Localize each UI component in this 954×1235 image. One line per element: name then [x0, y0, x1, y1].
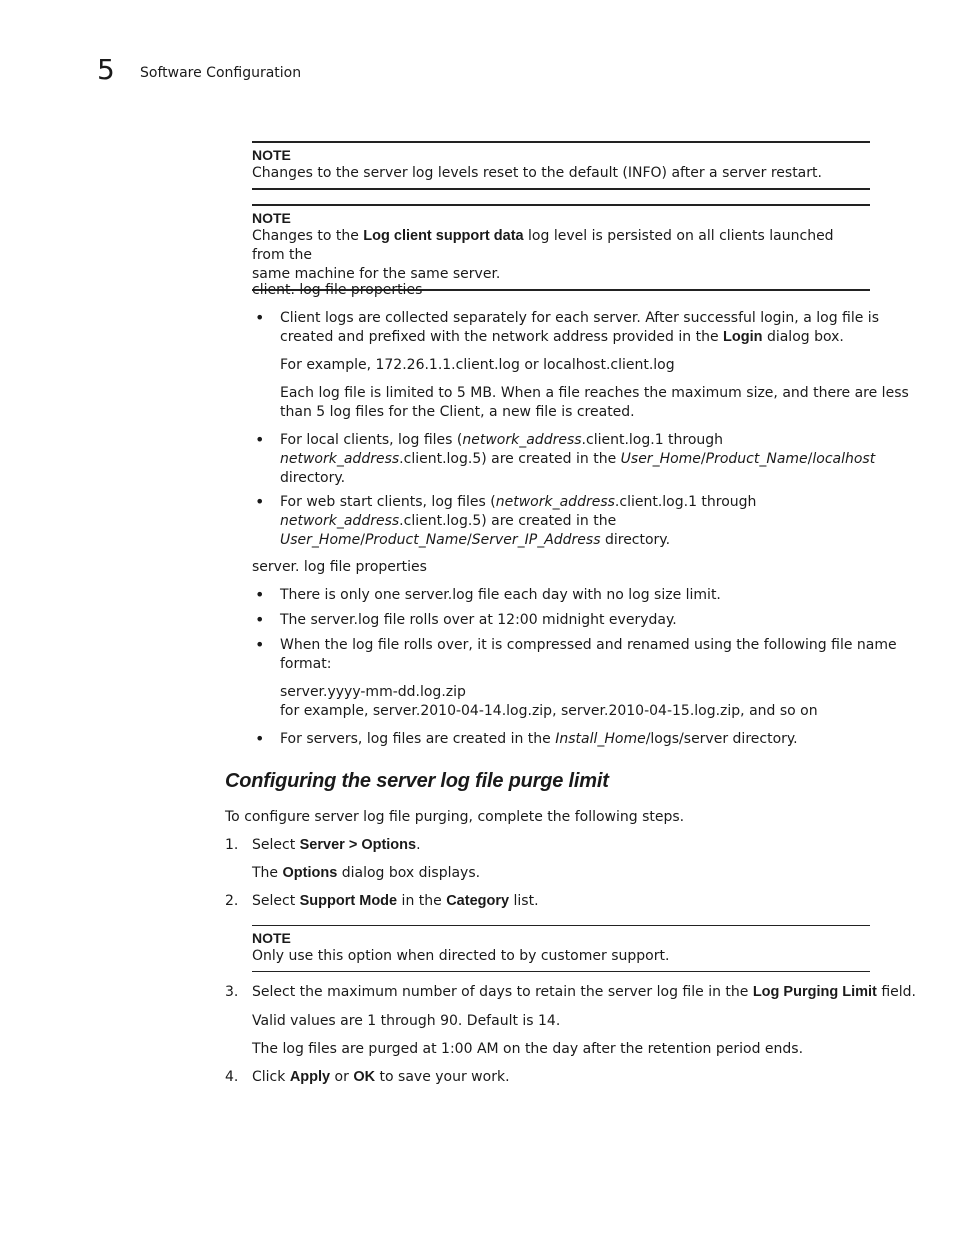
bullet-icon: •	[255, 585, 265, 604]
list-item: For local clients, log files (network_address.client.log.1 through network_address.client.log.5) are created in the User_Home/Product_Name/localhost directory.	[280, 432, 876, 486]
note-text: Only use this option when directed to by customer support.	[252, 948, 670, 964]
list-item: When the log file rolls over, it is compressed and renamed using the following file name format:	[280, 637, 897, 672]
note-client-support-data	[252, 204, 870, 291]
bullet-icon: •	[255, 492, 265, 511]
step-1: Select Server > Options.	[252, 837, 421, 853]
bullet-icon: •	[255, 729, 265, 748]
note-label: NOTE	[252, 210, 291, 226]
step-4: Click Apply or OK to save your work.	[252, 1069, 510, 1085]
note-label: NOTE	[252, 930, 291, 946]
chapter-number: 5	[97, 53, 115, 86]
step-number: 1.	[225, 837, 239, 853]
list-item: For web start clients, log files (network_address.client.log.1 through network_address.client.log.5) are created in the User_Home/Product_Name/Server_IP_Address directory.	[280, 494, 757, 548]
note-server-log-reset	[252, 141, 870, 190]
note-text: Changes to the server log levels reset to the default (INFO) after a server restart.	[252, 165, 822, 181]
step-3-purge-time: The log files are purged at 1:00 AM on the day after the retention period ends.	[252, 1041, 804, 1057]
note-text: Changes to the Log client support data log level is persisted on all clients launched from the same machine for the same server.	[252, 228, 834, 282]
note-customer-support	[252, 925, 870, 972]
step-3-valid-values: Valid values are 1 through 90. Default is 14.	[252, 1013, 561, 1029]
client-log-limit: Each log file is limited to 5 MB. When a file reaches the maximum size, and there are less than 5 log files for the Client, a new file is created.	[280, 385, 909, 420]
section-title: Configuring the server log file purge limit	[225, 770, 609, 792]
step-number: 4.	[225, 1069, 239, 1085]
step-number: 3.	[225, 984, 239, 1000]
note-label: NOTE	[252, 147, 291, 163]
step-3: Select the maximum number of days to retain the server log file in the Log Purging Limit field.	[252, 984, 916, 1000]
step-number: 2.	[225, 893, 239, 909]
list-item: For servers, log files are created in the Install_Home/logs/server directory.	[280, 731, 798, 747]
bullet-icon: •	[255, 610, 265, 629]
list-item: There is only one server.log file each day with no log size limit.	[280, 587, 721, 603]
server-log-heading: server. log file properties	[252, 559, 427, 575]
step-2: Select Support Mode in the Category list.	[252, 893, 539, 909]
section-intro: To configure server log file purging, complete the following steps.	[225, 809, 685, 825]
step-1-result: The Options dialog box displays.	[252, 865, 481, 881]
bullet-icon: •	[255, 430, 265, 449]
bullet-icon: •	[255, 308, 265, 327]
server-log-format: server.yyyy-mm-dd.log.zip for example, server.2010-04-14.log.zip, server.2010-04-15.log.zip, and so on	[280, 684, 818, 719]
bullet-icon: •	[255, 635, 265, 654]
chapter-title: Software Configuration	[140, 65, 302, 81]
list-item: The server.log file rolls over at 12:00 midnight everyday.	[280, 612, 677, 628]
list-item: Client logs are collected separately for each server. After successful login, a log file is created and prefixed with the network address provided in the Login dialog box.	[280, 310, 879, 345]
client-log-example: For example, 172.26.1.1.client.log or localhost.client.log	[280, 357, 675, 373]
client-log-heading: client. log file properties	[252, 282, 423, 298]
